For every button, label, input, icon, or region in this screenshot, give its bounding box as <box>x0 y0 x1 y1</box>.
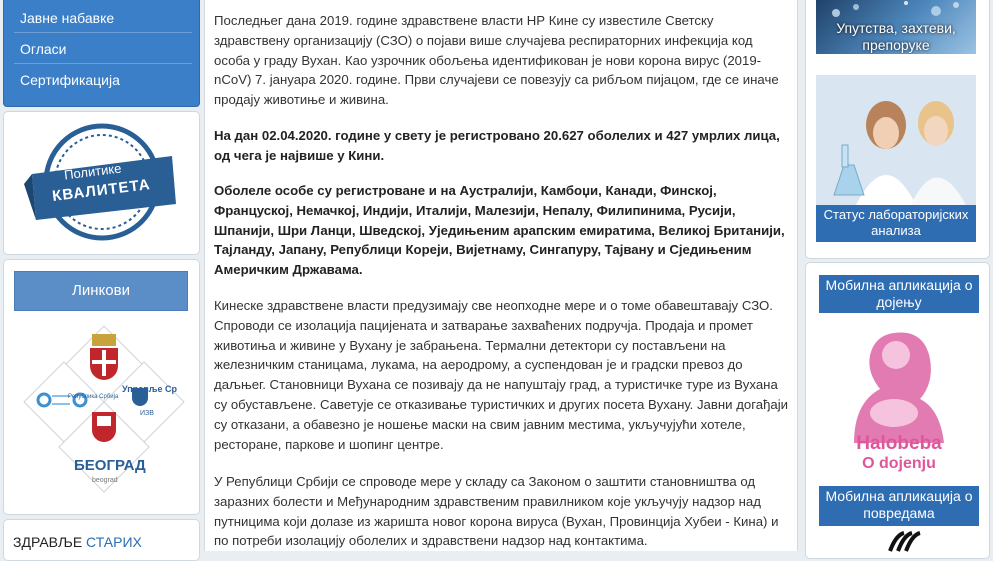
elderly-health-text: ЗДРАВЉЕ <box>13 534 87 550</box>
logo-text-beograd: БЕОГРАД <box>74 457 146 474</box>
logo-text-serbia: Република Србија <box>68 394 119 400</box>
links-box <box>3 259 200 515</box>
nav-item-public-procurement[interactable]: Јавне набавке <box>14 3 192 33</box>
nav-item-ads[interactable]: Огласи <box>14 34 192 64</box>
logo-text-beograd-latin: beograd <box>92 477 118 484</box>
lab-status-banner[interactable] <box>816 75 976 242</box>
article-paragraph-measures: Кинеске здравствене власти предузимају све неопходне мере и о томе обавештавају СЗО. Спроводи се изолација пацијената и затварање захваћених подручја. Продаја и промет животиња и живине у Вухану је забрањена. Термални детектори су постављени на железничким станицама, лукама, на аеродрому, а суспендован је и градски превоз до даљњег. Становници Вухана се позивају да не напуштају град, а туристичке туре из Вухана су обустављене. Саветује се отказивање туристичких и других посета Вухану. Јавни догађаји су отказани, а обавезно је ношење маски на свим јавним местима, укључујући хотеле, ресторане, паркове и шопинг центре. <box>214 298 789 452</box>
quality-policy-box[interactable] <box>3 111 200 255</box>
elderly-health-title <box>13 534 142 550</box>
right-banners-box <box>805 0 990 259</box>
elderly-health-box <box>3 519 200 561</box>
logo-text-izv: ИЗВ <box>140 410 154 417</box>
article-paragraph-stats: На дан 02.04.2020. године у свету је регистровано 20.627 оболелих и 427 умрлих лица, од чега је највише у Кини. <box>214 128 780 163</box>
breastfeeding-app-label[interactable]: Мобилна апликација о дојењу <box>819 275 979 313</box>
laboratory-photo-icon <box>816 75 976 205</box>
article-paragraph-intro: Последњег дана 2019. године здравствене власти НР Кине су известиле Светску здравствену организацију (СЗО) о појави више случајева респираторних инфекција код особа у граду Вухан. Као узрочник обољења идентификован је нови корона вирус (2019-nCoV) 7. јануара 2020. године. Први случајеви се повезују са рибљом пијацом, где се иначе продају животиње и живина. <box>214 13 779 108</box>
elderly-health-link[interactable]: СТАРИХ <box>86 534 142 550</box>
nav-item-certification[interactable]: Сертификација <box>20 72 120 88</box>
logo-text-uprava: Управље Ср <box>122 384 177 394</box>
injuries-app-label[interactable]: Мобилна апликација о повредама <box>819 486 979 526</box>
instructions-banner[interactable] <box>816 0 976 54</box>
right-sidebar <box>802 0 993 551</box>
article-content <box>204 0 798 551</box>
quality-badge-line2: КВАЛИТЕТА <box>51 176 152 205</box>
halobeba-mother-icon[interactable] <box>844 323 954 443</box>
halobeba-logo-line2: O dojenju <box>862 455 936 472</box>
article-paragraph-countries: Оболеле особе су регистроване и на Аустралији, Камбоџи, Канади, Финској, Француској, Немачкој, Индији, Италији, Малезији, Непалу, Филипинима, Русији, Шпанији, Шри Ланци, Шведској, Уједињеним арапским емиратима, Великој Британији, Тајланду, Јапану, Републици Кореји, Вијетнаму, Сингапуру, Тајвану и Сједињеним Америчким Државама. <box>214 183 785 278</box>
mobile-apps-box <box>805 262 990 559</box>
left-nav-menu <box>3 0 200 107</box>
halobeba-logo-line1: Halobeba <box>856 433 942 454</box>
quality-badge-line1: Политике <box>63 160 123 183</box>
injuries-app-logo-icon[interactable] <box>884 531 924 553</box>
lab-status-banner-text: Статус лабораторијских анализа <box>816 205 976 242</box>
instructions-banner-text: Упутства, захтеви, препоруке <box>836 20 956 53</box>
article-paragraph-serbia: У Републици Србији се спроводе мере у складу са Законом о заштити становништва од заразних болести и Међународним здравственим правилником које укључују надзор над путницима који долазе из жаришта новог корона вируса (Вухан, Провинција Хубеи - Кина) и по потреби изолацију оболелих и здравствени надзор над контактима. <box>214 474 779 549</box>
left-sidebar <box>0 0 202 551</box>
links-header: Линкови <box>14 271 188 311</box>
